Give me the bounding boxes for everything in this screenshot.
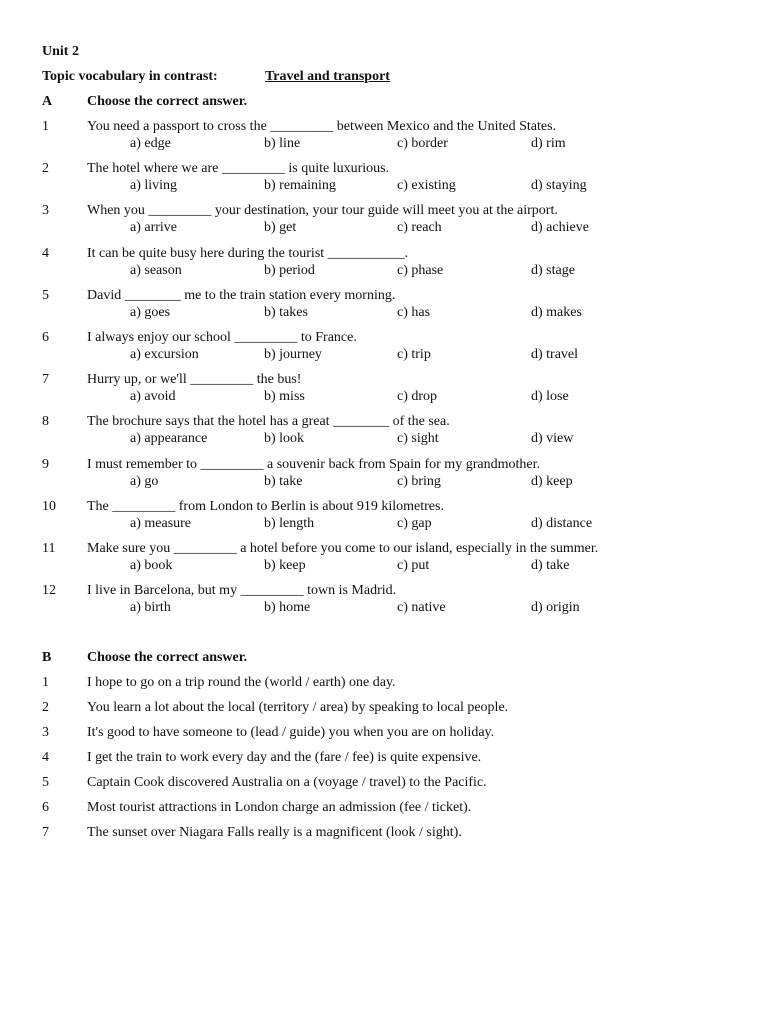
topic-name: Travel and transport	[265, 69, 390, 84]
answer-option: a) measure	[130, 515, 192, 531]
answer-option: d) staying	[531, 178, 587, 194]
answer-option: d) view	[531, 431, 574, 447]
answer-option: c) put	[397, 558, 430, 573]
question-number: 9	[42, 456, 49, 472]
answer-option: b) miss	[264, 389, 305, 405]
answer-option: c) border	[397, 136, 448, 151]
answer-option: d) lose	[531, 389, 569, 405]
answer-option: d) distance	[531, 515, 593, 531]
answer-option: a) book	[130, 558, 173, 573]
question-number: 5	[42, 775, 49, 790]
question-number: 1	[42, 675, 49, 690]
answer-option: c) gap	[397, 515, 432, 531]
answer-option: c) sight	[397, 431, 439, 447]
section-a-letter: A	[42, 94, 53, 109]
answer-option: c) native	[397, 600, 446, 616]
answer-option: d) keep	[531, 473, 573, 489]
answer-option: c) trip	[397, 347, 431, 362]
question-text: I hope to go on a trip round the (world / earth) one day.	[87, 675, 396, 690]
question-number: 1	[42, 119, 49, 134]
question-text: When you _________ your destination, your tour guide will meet you at the airport.	[87, 203, 558, 219]
question-text: Make sure you _________ a hotel before you come to our island, especially in the summer.	[87, 541, 599, 556]
question-text: I get the train to work every day and the (fare / fee) is quite expensive.	[87, 750, 482, 765]
answer-option: d) take	[531, 558, 570, 573]
question-text: The _________ from London to Berlin is about 919 kilometres.	[87, 498, 444, 514]
answer-option: b) take	[264, 473, 303, 489]
answer-option: a) living	[130, 178, 178, 194]
question-text: The sunset over Niagara Falls really is a magnificent (look / sight).	[87, 825, 462, 840]
question-text: The brochure says that the hotel has a great ________ of the sea.	[87, 414, 450, 430]
question-number: 8	[42, 414, 49, 430]
question-number: 3	[42, 203, 49, 219]
question-text: Hurry up, or we'll _________ the bus!	[87, 372, 302, 388]
answer-option: c) bring	[397, 473, 441, 489]
answer-option: a) goes	[130, 304, 171, 320]
question-text: You need a passport to cross the _________ between Mexico and the United States.	[87, 119, 557, 134]
answer-option: b) length	[264, 515, 315, 531]
question-text: I live in Barcelona, but my _________ town is Madrid.	[87, 583, 397, 599]
answer-option: d) stage	[531, 262, 575, 278]
answer-option: c) has	[397, 304, 431, 320]
topic-label: Topic vocabulary in contrast:	[42, 69, 218, 84]
unit-title: Unit 2	[42, 44, 79, 59]
answer-option: b) look	[264, 431, 305, 447]
question-number: 6	[42, 800, 49, 815]
question-text: David ________ me to the train station every morning.	[87, 287, 396, 303]
question-number: 11	[42, 541, 56, 556]
answer-option: d) origin	[531, 600, 580, 616]
question-text: You learn a lot about the local (territory / area) by speaking to local people.	[87, 700, 509, 715]
answer-option: b) period	[264, 262, 315, 278]
answer-option: b) remaining	[264, 178, 336, 194]
answer-option: b) home	[264, 600, 311, 616]
question-number: 4	[42, 750, 49, 765]
answer-option: b) get	[264, 220, 297, 236]
section-b-instruction: Choose the correct answer.	[87, 650, 248, 665]
question-number: 7	[42, 825, 49, 840]
question-text: I must remember to _________ a souvenir back from Spain for my grandmother.	[87, 456, 540, 472]
topic-line	[42, 69, 390, 85]
question-number: 7	[42, 372, 49, 388]
answer-option: b) takes	[264, 304, 308, 320]
answer-option: a) avoid	[130, 389, 176, 405]
question-number: 5	[42, 287, 49, 303]
question-text: Most tourist attractions in London charge an admission (fee / ticket).	[87, 800, 472, 815]
question-number: 6	[42, 330, 49, 345]
question-text: It can be quite busy here during the tourist ___________.	[87, 245, 409, 261]
answer-option: a) birth	[130, 600, 171, 616]
question-number: 2	[42, 700, 49, 715]
question-number: 4	[42, 245, 49, 261]
question-number: 3	[42, 725, 49, 740]
answer-option: b) journey	[264, 347, 322, 362]
answer-option: b) keep	[264, 558, 306, 573]
question-number: 12	[42, 583, 56, 599]
answer-option: a) appearance	[130, 431, 208, 447]
answer-option: d) travel	[531, 347, 579, 362]
question-text: Captain Cook discovered Australia on a (voyage / travel) to the Pacific.	[87, 775, 487, 790]
question-number: 2	[42, 161, 49, 177]
answer-option: b) line	[264, 136, 301, 151]
answer-option: c) reach	[397, 220, 442, 236]
answer-option: c) existing	[397, 178, 456, 194]
answer-option: c) drop	[397, 389, 438, 405]
answer-option: c) phase	[397, 262, 444, 278]
answer-option: a) arrive	[130, 220, 178, 236]
question-text: I always enjoy our school _________ to France.	[87, 330, 357, 345]
question-text: The hotel where we are _________ is quite luxurious.	[87, 161, 390, 177]
question-number: 10	[42, 498, 56, 514]
answer-option: d) rim	[531, 136, 566, 151]
answer-option: a) go	[130, 473, 159, 489]
question-text: It's good to have someone to (lead / guide) you when you are on holiday.	[87, 725, 495, 740]
answer-option: d) makes	[531, 304, 582, 320]
section-b-letter: B	[42, 650, 52, 665]
answer-option: a) season	[130, 262, 182, 278]
answer-option: d) achieve	[531, 220, 589, 236]
section-a-instruction: Choose the correct answer.	[87, 94, 248, 109]
answer-option: a) excursion	[130, 347, 199, 362]
answer-option: a) edge	[130, 136, 171, 151]
